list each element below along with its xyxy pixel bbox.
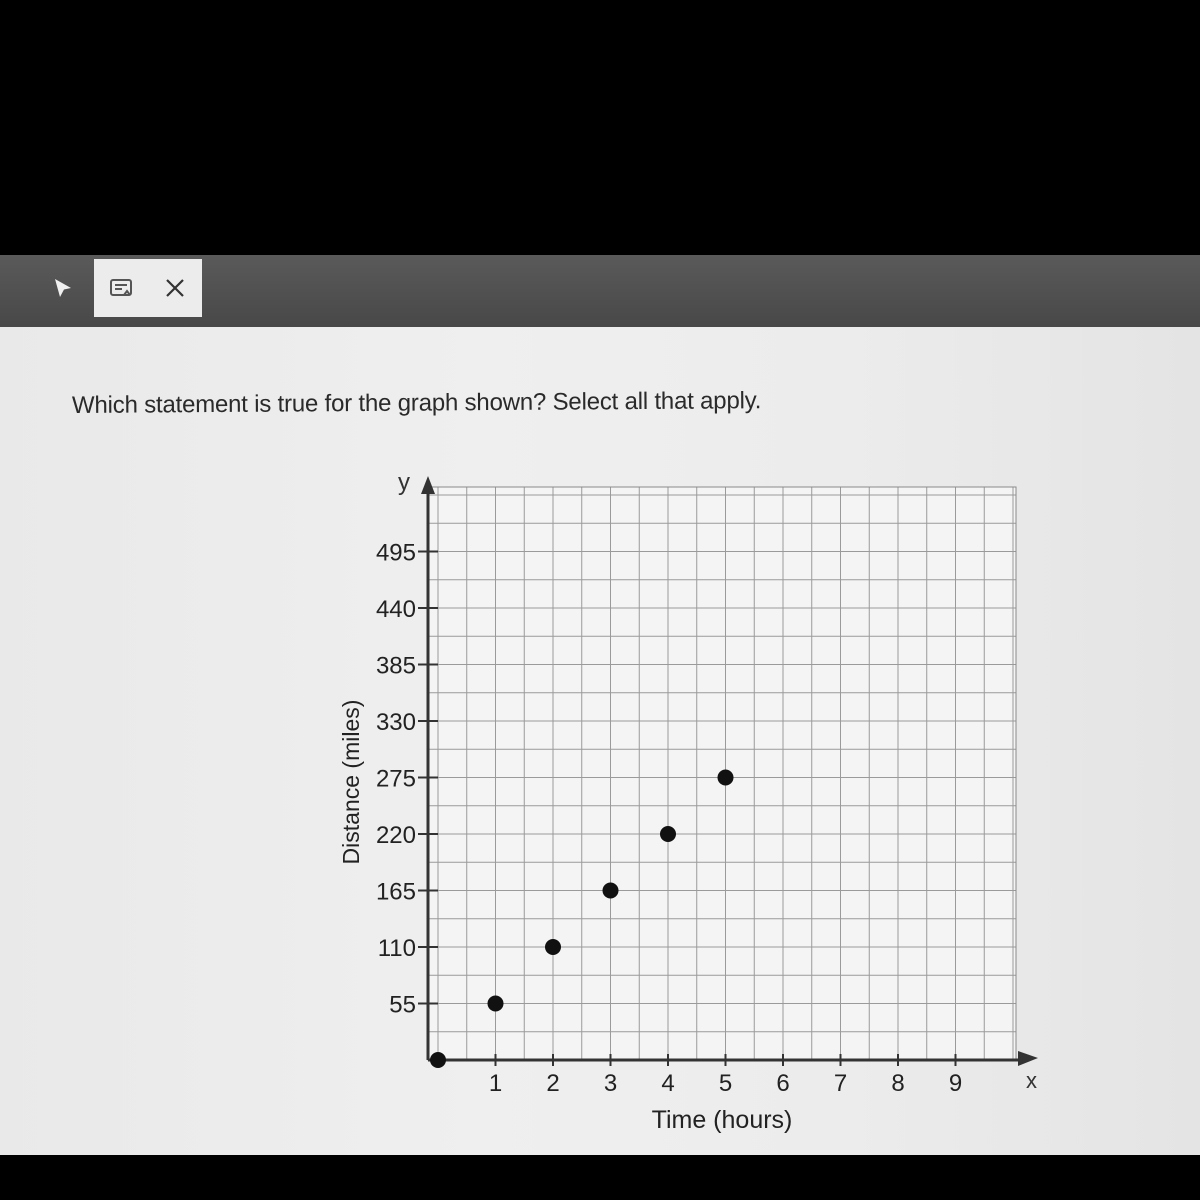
- x-tick-label: 8: [891, 1070, 905, 1097]
- y-tick-label: 330: [375, 709, 416, 736]
- screen-bezel: [0, 1155, 1200, 1200]
- y-tick-label: 55: [389, 991, 416, 1019]
- x-tick-label: 5: [718, 1070, 733, 1097]
- x-tick-label: 2: [546, 1070, 560, 1097]
- x-tick-label: 6: [776, 1070, 790, 1097]
- data-point: [660, 826, 676, 842]
- x-tick-label: 1: [488, 1070, 503, 1097]
- data-point: [718, 770, 734, 786]
- y-tick-label: 110: [377, 935, 416, 962]
- y-axis-arrow: [421, 476, 435, 494]
- y-axis-title: Distance (miles): [338, 699, 364, 865]
- y-tick-label: 275: [375, 765, 416, 793]
- question-text: Which statement is true for the graph shown? Select all that apply.: [71, 387, 762, 419]
- x-tick-label: 7: [833, 1070, 848, 1097]
- data-point: [488, 996, 504, 1012]
- x-tick-label: 4: [661, 1070, 675, 1097]
- x-axis-arrow: [1018, 1051, 1038, 1066]
- data-point: [430, 1052, 446, 1068]
- x-tick-label: 3: [603, 1070, 618, 1097]
- data-point: [603, 883, 619, 899]
- y-tick-label: 385: [375, 652, 416, 680]
- y-tick-label: 220: [375, 822, 416, 849]
- y-axis-letter: y: [398, 469, 410, 496]
- y-tick-label: 440: [375, 596, 416, 623]
- x-tick-label: 9: [948, 1070, 963, 1097]
- x-axis-letter: x: [1026, 1068, 1037, 1093]
- y-tick-label: 495: [375, 539, 416, 567]
- y-tick-label: 165: [375, 878, 416, 906]
- data-point: [545, 939, 561, 955]
- x-axis-title: Time (hours): [651, 1106, 793, 1134]
